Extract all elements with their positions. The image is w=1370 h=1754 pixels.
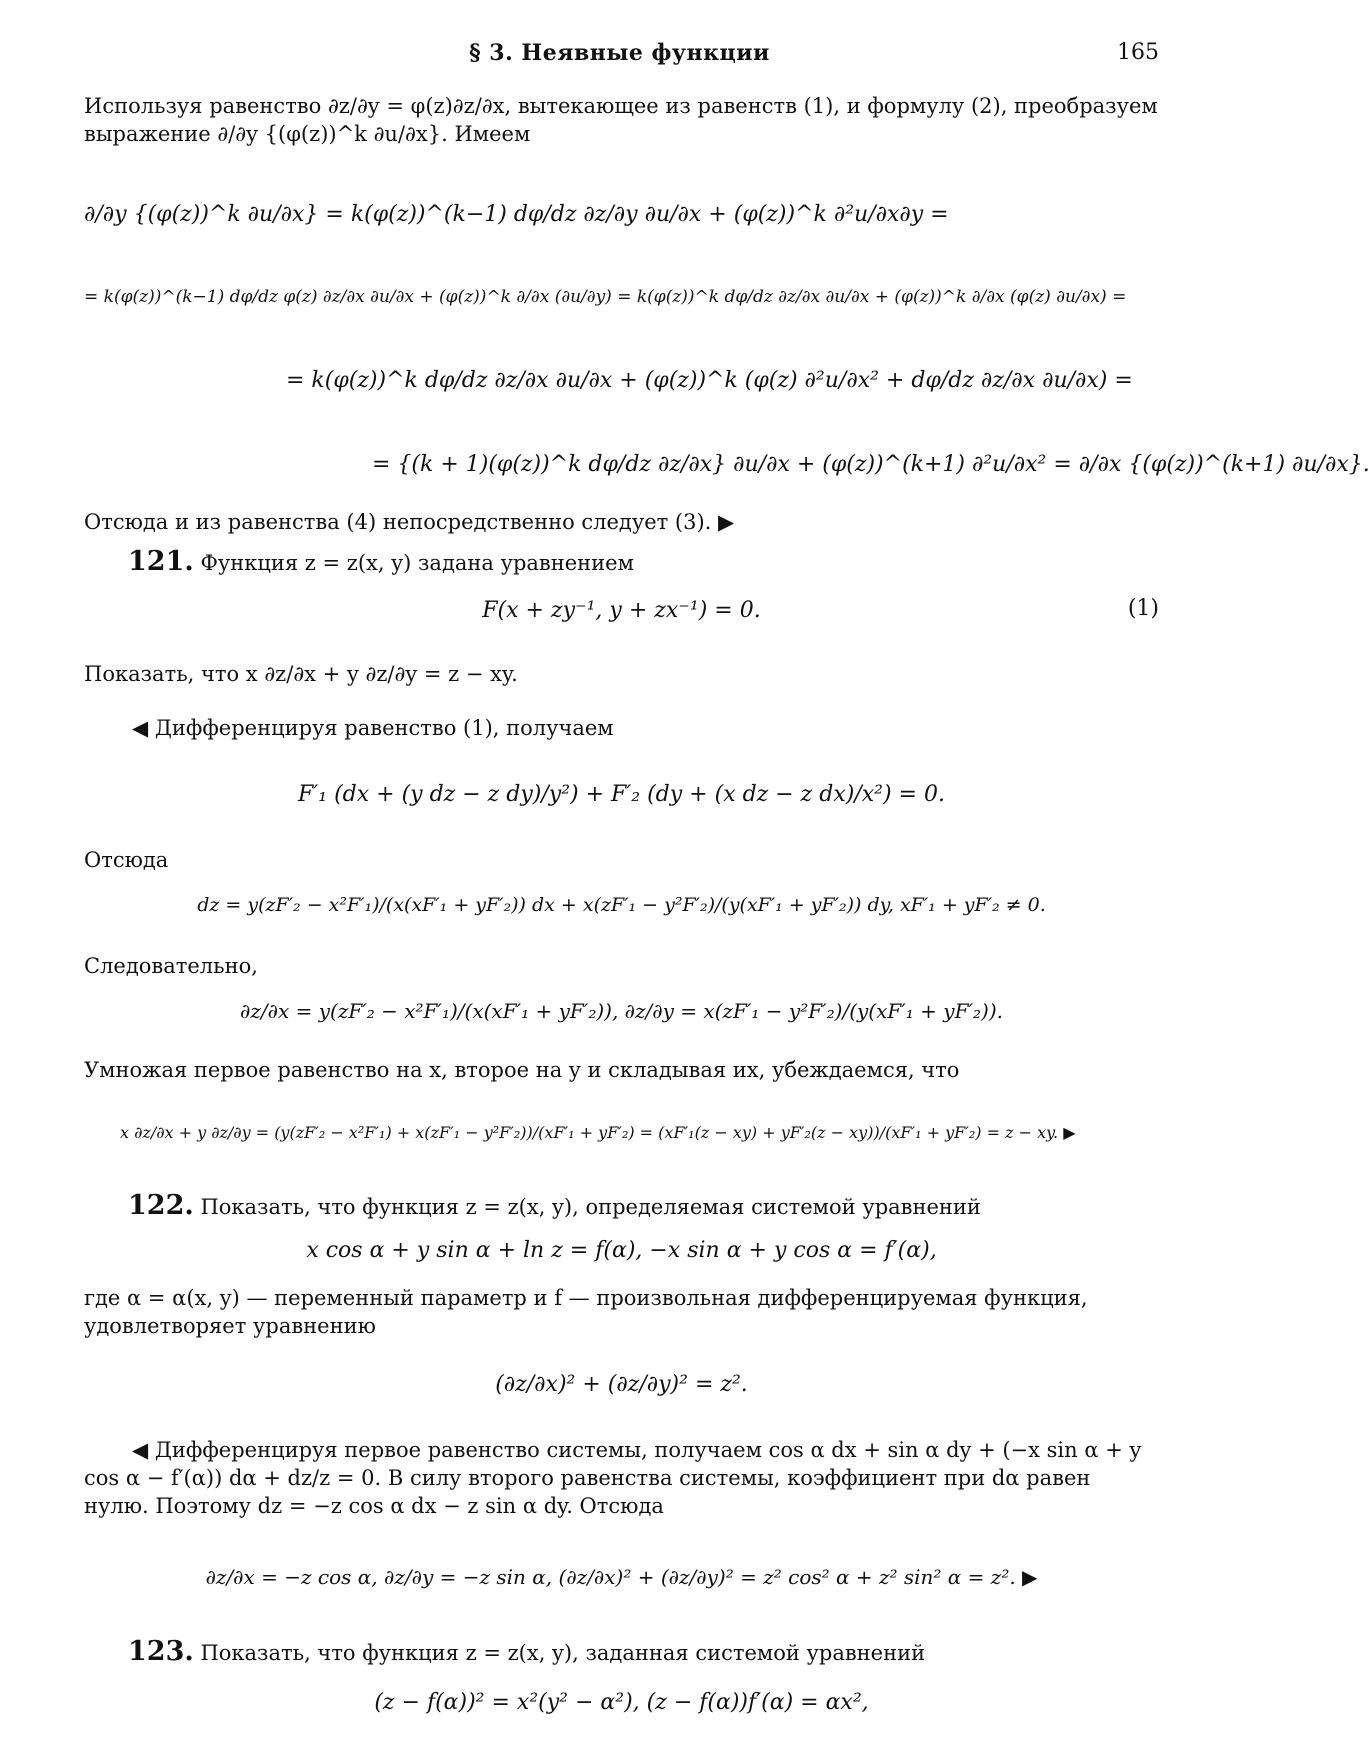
equation-line-2: = k(φ(z))^(k−1) dφ/dz φ(z) ∂z/∂x ∂u/∂x + (φ(z))^k ∂/∂x (∂u/∂y) = k(φ(z))^k dφ/dz ∂z/∂x ∂u/∂x + (φ(z))^k ∂/∂x (φ(z) ∂u/∂x) =: [84, 287, 1127, 307]
paragraph-conclusion: Отсюда и из равенства (4) непосредственно следует (3). ▶: [84, 510, 735, 534]
paragraph-differentiate-121: ◀ Дифференцируя равенство (1), получаем: [132, 716, 614, 740]
equation-121-1: F(x + zy⁻¹, y + zx⁻¹) = 0.: [482, 598, 761, 623]
equation-122-1: x cos α + y sin α + ln z = f(α), −x sin α + y cos α = f′(α),: [306, 1238, 937, 1263]
equation-line-3: = k(φ(z))^k dφ/dz ∂z/∂x ∂u/∂x + (φ(z))^k (φ(z) ∂²u/∂x² + dφ/dz ∂z/∂x ∂u/∂x) =: [286, 368, 1133, 393]
section-title: § 3. Неявные функции: [469, 40, 770, 66]
equation-121-3: dz = y(zF′₂ − x²F′₁)/(x(xF′₁ + yF′₂)) dx + x(zF′₁ − y²F′₂)/(y(xF′₁ + yF′₂)) dy, xF′₁ + yF′₂ ≠ 0.: [197, 894, 1046, 916]
running-header: [80, 40, 1159, 76]
problem-121: [84, 548, 1159, 577]
equation-122-2: (∂z/∂x)² + (∂z/∂y)² = z².: [495, 1372, 748, 1397]
paragraph-intro: Используя равенство ∂z/∂y = φ(z)∂z/∂x, вытекающее из равенств (1), и формулу (2), преобразуем выражение ∂/∂y {(φ(z))^k ∂u/∂x}. Имеем: [84, 94, 1158, 146]
paragraph-differentiate-122: ◀ Дифференцируя первое равенство системы, получаем cos α dx + sin α dy + (−x sin α + y cos α − f′(α)) dα + dz/z = 0. В силу второго равенства системы, коэффициент при dα равен нулю. Поэтому dz = −z cos α dx − z sin α dy. Отсюда: [84, 1438, 1142, 1518]
problem-122: [84, 1192, 1159, 1221]
equation-line-4: = {(k + 1)(φ(z))^k dφ/dz ∂z/∂x} ∂u/∂x + (φ(z))^(k+1) ∂²u/∂x² = ∂/∂x {(φ(z))^(k+1) ∂u/∂x}.: [372, 452, 1370, 477]
problem-number-122: 122.: [128, 1190, 194, 1221]
paragraph-therefore: Следовательно,: [84, 954, 258, 978]
equation-123-1: (z − f(α))² = x²(y² − α²), (z − f(α))f′(α) = αx²,: [374, 1690, 869, 1715]
equation-121-2: F′₁ (dx + (y dz − z dy)/y²) + F′₂ (dy + (x dz − z dx)/x²) = 0.: [298, 782, 945, 807]
page-number: 165: [1117, 40, 1159, 65]
problem-123: [84, 1638, 1159, 1667]
paragraph-where-alpha: где α = α(x, y) — переменный параметр и f — произвольная дифференцируемая функция, удовлетворяет уравнению: [84, 1286, 1088, 1338]
problem-121-text: Функция z = z(x, y) задана уравнением: [200, 551, 634, 575]
paragraph-show-121: Показать, что x ∂z/∂x + y ∂z/∂y = z − xy.: [84, 662, 518, 686]
problem-number-121: 121.: [128, 546, 194, 577]
problem-122-text: Показать, что функция z = z(x, y), определяемая системой уравнений: [200, 1195, 981, 1219]
equation-number-1: (1): [1127, 596, 1159, 621]
problem-123-text: Показать, что функция z = z(x, y), заданная системой уравнений: [200, 1641, 926, 1665]
equation-121-5: x ∂z/∂x + y ∂z/∂y = (y(zF′₂ − x²F′₁) + x(zF′₁ − y²F′₂))/(xF′₁ + yF′₂) = (xF′₁(z − xy) + yF′₂(z − xy))/(xF′₁ + yF′₂) = z − xy. ▶: [120, 1123, 1076, 1142]
equation-122-3: ∂z/∂x = −z cos α, ∂z/∂y = −z sin α, (∂z/∂x)² + (∂z/∂y)² = z² cos² α + z² sin² α = z². ▶: [205, 1565, 1038, 1589]
equation-line-1: ∂/∂y {(φ(z))^k ∂u/∂x} = k(φ(z))^(k−1) dφ/dz ∂z/∂y ∂u/∂x + (φ(z))^k ∂²u/∂x∂y =: [84, 202, 949, 227]
equation-121-4: ∂z/∂x = y(zF′₂ − x²F′₁)/(x(xF′₁ + yF′₂)), ∂z/∂y = x(zF′₁ − y²F′₂)/(y(xF′₁ + yF′₂)).: [240, 999, 1003, 1023]
paragraph-multiply: Умножая первое равенство на x, второе на y и складывая их, убеждаемся, что: [84, 1058, 960, 1082]
problem-number-123: 123.: [128, 1636, 194, 1667]
paragraph-hence: Отсюда: [84, 848, 169, 872]
